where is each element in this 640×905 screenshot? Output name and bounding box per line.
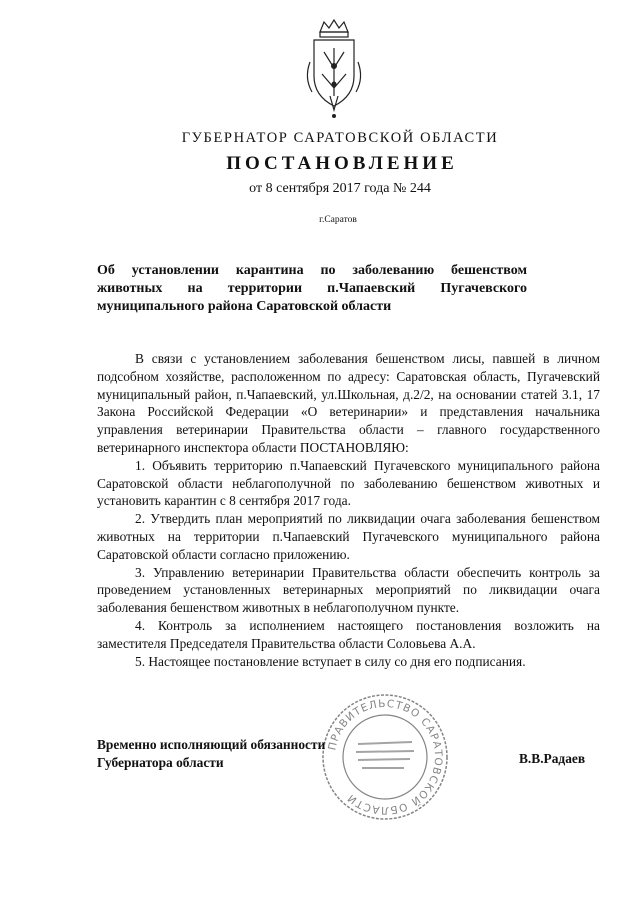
preamble-paragraph: В связи с установлением заболевания бешенством лисы, павшей в личном подсобном хозяйстве, расположенном по адресу: Саратовская область, Пугачевский муниципальный район, п.Чапаевский, ул.Школьная, д.2/2, на основании статей 3.1, 17 Закона Российской Федерации «О ветеринарии» и представления начальника управления ветеринарии Правительства области – главного государственного ветеринарного инспектора области ПОСТАНОВЛЯЮ: xyxy=(97,351,600,455)
issuing-authority: ГУБЕРНАТОР САРАТОВСКОЙ ОБЛАСТИ xyxy=(181,130,499,146)
coat-of-arms-emblem xyxy=(300,18,368,120)
resolution-item: 1. Объявить территорию п.Чапаевский Пугачевского муниципального района Саратовской области неблагополучной по заболеванию бешенством животных и установить карантин с 8 сентября 2017 года. xyxy=(97,457,600,509)
signatory-position-line: Губернатора области xyxy=(97,755,224,770)
signatory-name: В.В.Радаев xyxy=(519,751,586,766)
subject-line: муниципального района Саратовской области xyxy=(97,299,392,314)
document-type-title: ПОСТАНОВЛЕНИЕ xyxy=(226,153,458,174)
signatory-position xyxy=(97,736,357,772)
document-subject xyxy=(97,262,527,316)
document-body xyxy=(97,350,600,670)
resolution-item: 3. Управлению ветеринарии Правительства области обеспечить контроль за проведением установленных ветеринарных мероприятий по ликвидации очага заболевания бешенством животных в неблагополучном пункте. xyxy=(97,564,600,616)
resolution-item: 4. Контроль за исполнением настоящего постановления возложить на заместителя Председателя Правительства области Соловьева А.А. xyxy=(97,617,600,651)
document-date-number: от 8 сентября 2017 года № 244 xyxy=(249,181,431,196)
signatory-position-line: Временно исполняющий обязанности xyxy=(97,737,326,752)
subject-line: животных на территории п.Чапаевский Пугачевского xyxy=(97,281,527,296)
resolution-item: 5. Настоящее постановление вступает в силу со дня его подписания. xyxy=(135,653,526,669)
stamp-ring-text: ПРАВИТЕЛЬСТВО САРАТОВСКОЙ ОБЛАСТИ xyxy=(326,697,445,817)
resolution-item: 2. Утвердить план мероприятий по ликвидации очага заболевания бешенством животных на территории п.Чапаевский Пугачевского муниципального района Саратовской области согласно приложению. xyxy=(97,511,600,562)
subject-line: Об установлении карантина по заболеванию бешенством xyxy=(97,263,527,278)
document-city: г.Саратов xyxy=(319,215,357,225)
